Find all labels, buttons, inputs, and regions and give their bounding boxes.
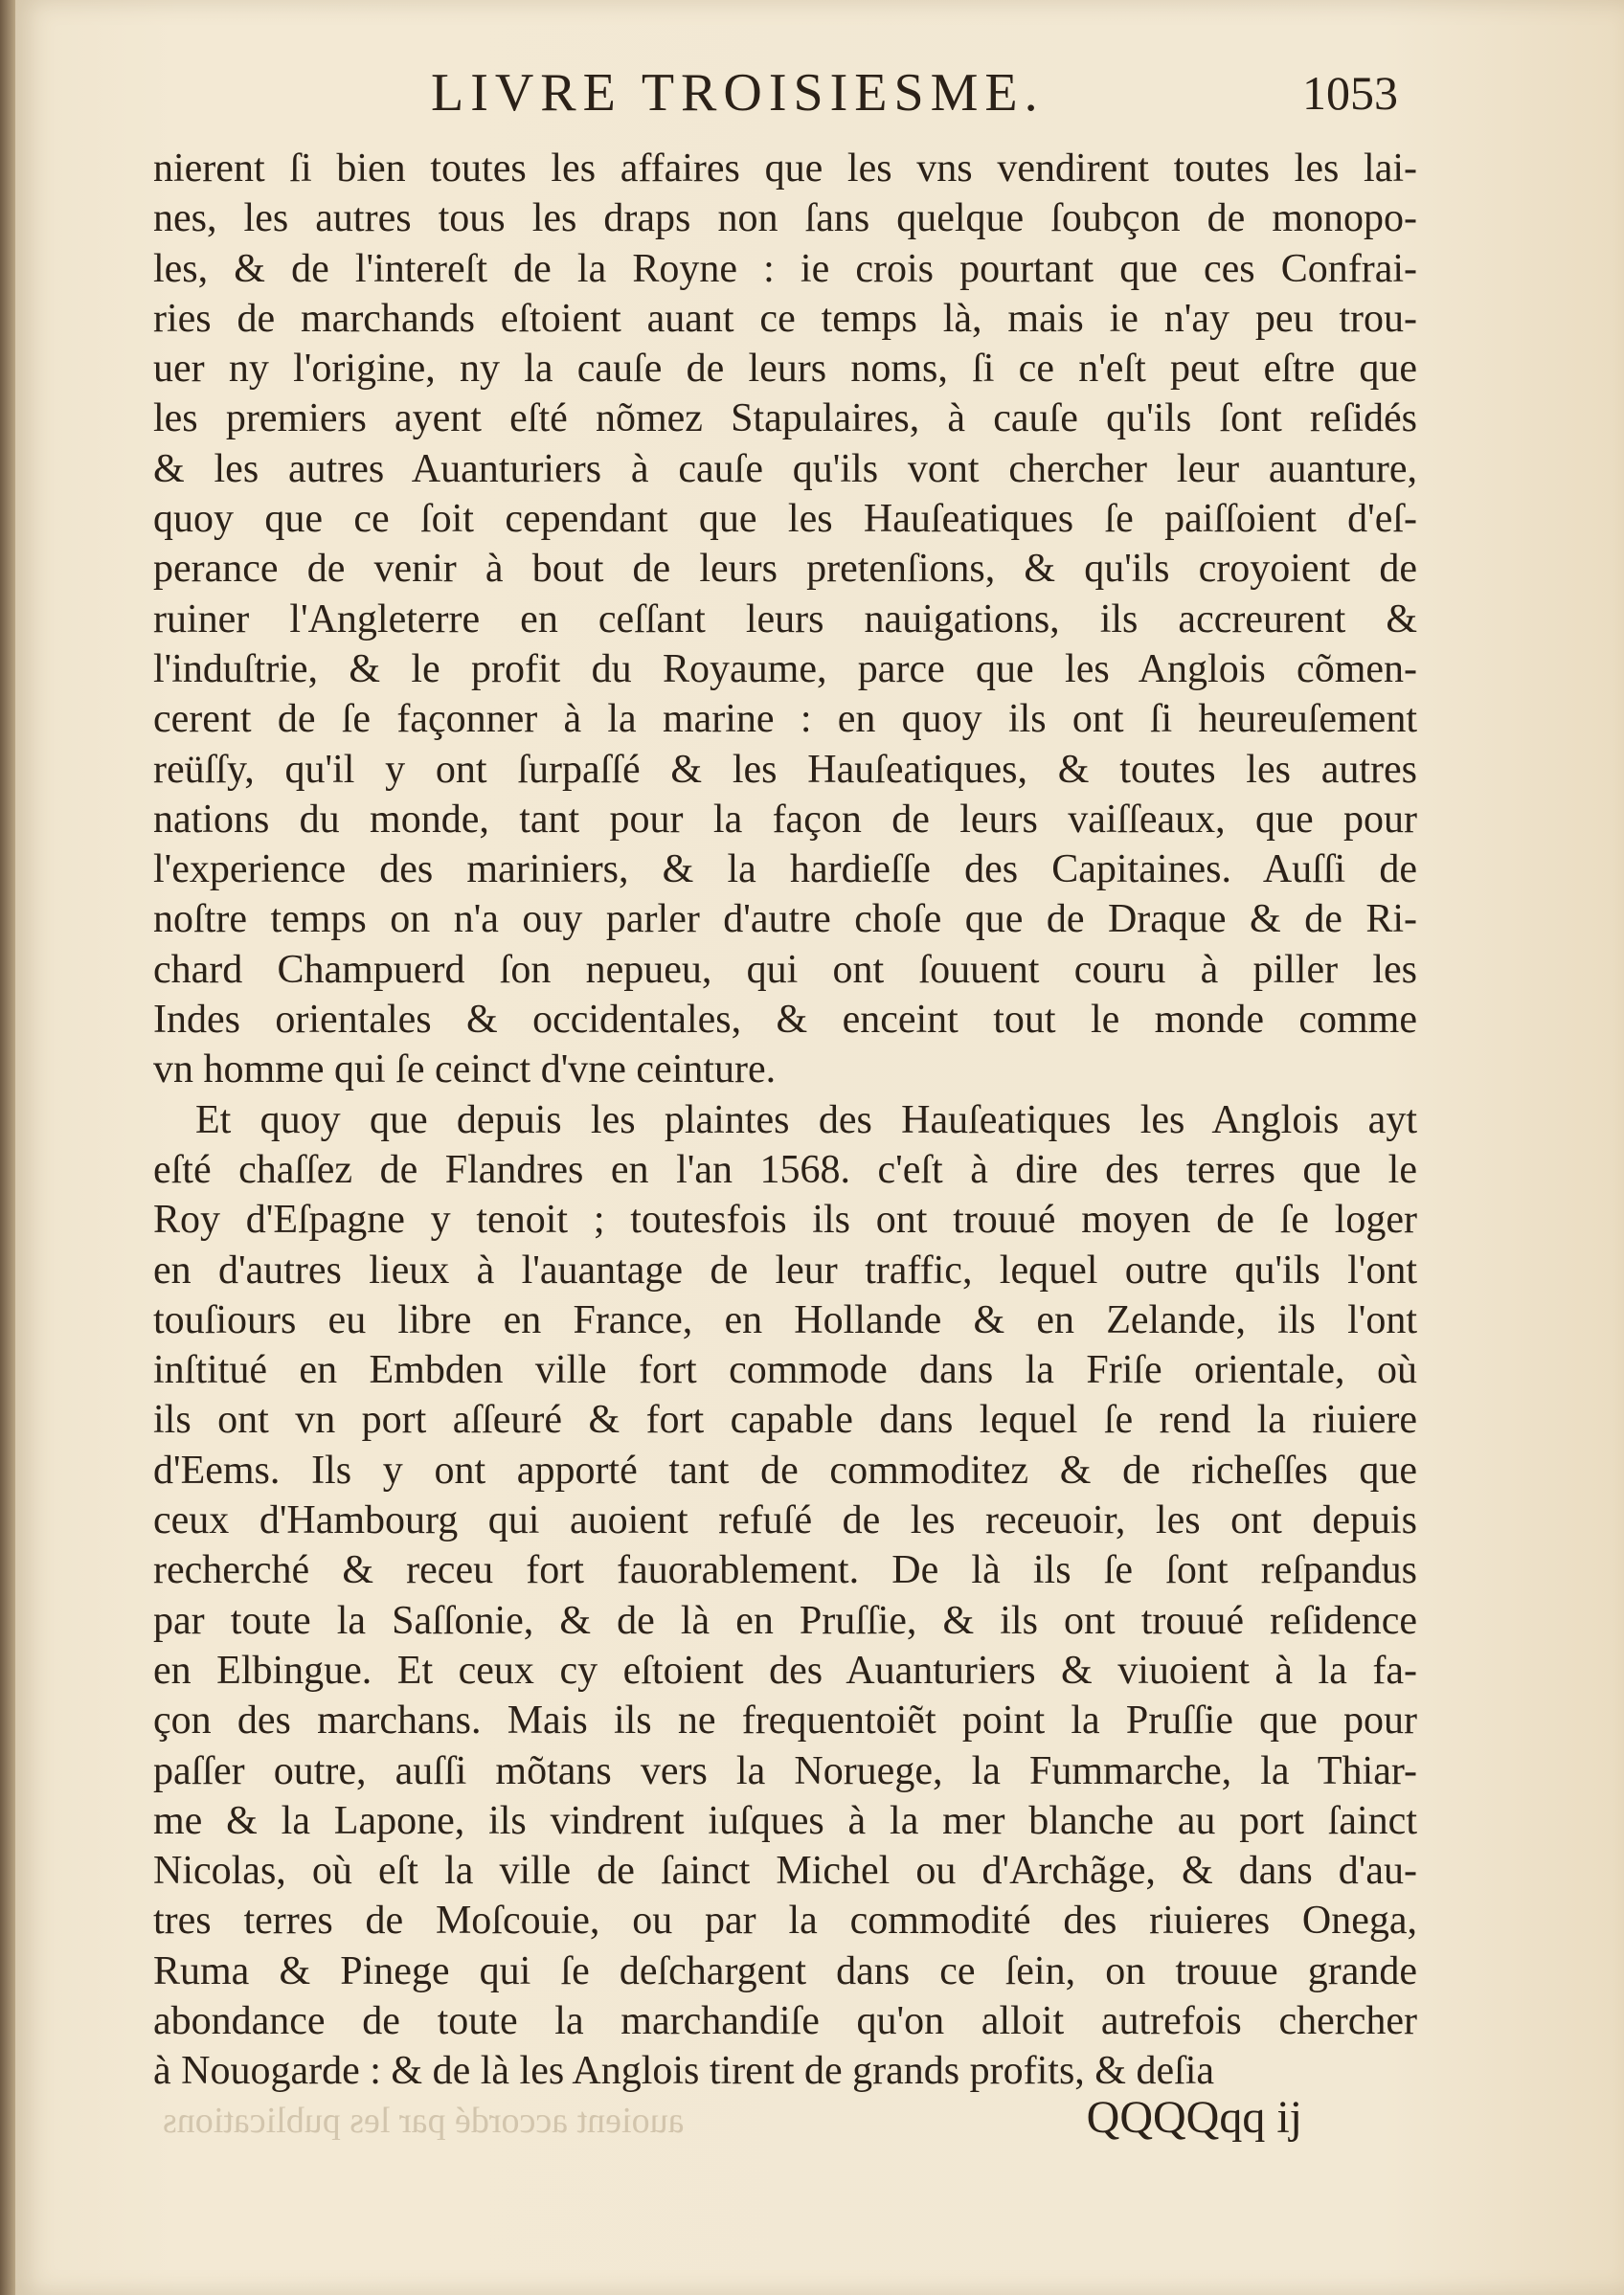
- text-line: paſſer outre, auſſi mõtans vers la Noruege, la Fummarche, la Thiar-: [153, 1748, 1417, 1793]
- text-line: à Nouogarde : & de là les Anglois tirent de grands profits, & deſia: [153, 2049, 1215, 2094]
- text-line: en Elbingue. Et ceux cy eſtoient des Auanturiers & viuoient à la fa-: [153, 1648, 1417, 1693]
- text-line: uer ny l'origine, ny la cauſe de leurs noms, ſi ce n'eſt peut eſtre que: [153, 347, 1417, 392]
- text-line: l'experience des mariniers, & la hardieſſe des Capitaines. Auſſi de: [153, 847, 1417, 892]
- text-line: Ruma & Pinege qui ſe deſchargent dans ce ſein, on trouue grande: [153, 1948, 1417, 1993]
- text-line: me & la Lapone, ils vindrent iuſques à la mer blanche au port ſainct: [153, 1798, 1417, 1843]
- text-line: ils ont vn port aſſeuré & fort capable dans lequel ſe rend la riuiere: [153, 1398, 1417, 1443]
- text-line: nations du monde, tant pour la façon de leurs vaiſſeaux, que pour: [153, 797, 1417, 842]
- text-line: inſtitué en Embden ville fort commode dans la Friſe orientale, où: [153, 1348, 1417, 1393]
- text-line: reüſſy, qu'il y ont ſurpaſſé & les Hauſeatiques, & toutes les autres: [153, 747, 1417, 792]
- page-header: [431, 59, 1398, 126]
- page-footer: [153, 2092, 1417, 2145]
- text-line: les premiers ayent eſté nõmez Stapulaires, à cauſe qu'ils ſont reſidés: [153, 396, 1417, 441]
- text-line: ceux d'Hambourg qui auoient refuſé de les receuoir, les ont depuis: [153, 1498, 1417, 1543]
- signature-mark: QQQQqq ij: [1086, 2092, 1302, 2143]
- text-line: abondance de toute la marchandiſe qu'on alloit autrefois chercher: [153, 1998, 1417, 2043]
- text-line: noſtre temps on n'a ouy parler d'autre choſe que de Draque & de Ri-: [153, 897, 1417, 942]
- text-line: Et quoy que depuis les plaintes des Hauſeatiques les Anglois ayt: [195, 1097, 1417, 1142]
- page-number: 1053: [1302, 66, 1398, 120]
- text-line: recherché & receu fort fauorablement. De là ils ſe ſont reſpandus: [153, 1548, 1417, 1593]
- text-line: nes, les autres tous les draps non ſans quelque ſoubçon de monopo-: [153, 196, 1417, 241]
- text-line: Indes orientales & occidentales, & enceint tout le monde comme: [153, 998, 1417, 1043]
- text-line: nierent ſi bien toutes les affaires que les vns vendirent toutes les lai-: [153, 146, 1417, 191]
- text-line: Roy d'Eſpagne y tenoit ; toutesfois ils ont trouué moyen de ſe loger: [153, 1198, 1417, 1243]
- running-title: LIVRE TROISIESME.: [431, 63, 1045, 123]
- book-spine: [0, 0, 15, 2295]
- text-line: çon des marchans. Mais ils ne frequentoiẽt point la Pruſſie que pour: [153, 1699, 1417, 1744]
- text-line: l'induſtrie, & le profit du Royaume, parce que les Anglois cõmen-: [153, 646, 1417, 691]
- text-line: cerent de ſe façonner à la marine : en quoy ils ont ſi heureuſement: [153, 697, 1417, 742]
- text-line: quoy que ce ſoit cependant que les Hauſeatiques ſe paiſſoient d'eſ-: [153, 497, 1417, 542]
- text-line: perance de venir à bout de leurs pretenſions, & qu'ils croyoient de: [153, 547, 1417, 592]
- text-line: eſté chaſſez de Flandres en l'an 1568. c'eſt à dire des terres que le: [153, 1147, 1417, 1192]
- text-line: touſiours eu libre en France, en Hollande & en Zelande, ils l'ont: [153, 1297, 1417, 1342]
- show-through-text: auoient accordé par les publications: [163, 2101, 685, 2141]
- text-line: ruiner l'Angleterre en ceſſant leurs nauigations, ils accreurent &: [153, 596, 1417, 641]
- text-line: Nicolas, où eſt la ville de ſainct Michel ou d'Archãge, & dans d'au-: [153, 1849, 1417, 1894]
- text-line: tres terres de Moſcouie, ou par la commodité des riuieres Onega,: [153, 1899, 1417, 1944]
- text-line: & les autres Auanturiers à cauſe qu'ils vont chercher leur auanture,: [153, 446, 1417, 491]
- text-line: chard Champuerd ſon nepueu, qui ont ſouuent couru à piller les: [153, 947, 1417, 992]
- text-line: d'Eems. Ils y ont apporté tant de commoditez & de richeſſes que: [153, 1448, 1417, 1493]
- text-line: les, & de l'intereſt de la Royne : ie crois pourtant que ces Confrai-: [153, 246, 1417, 291]
- text-line: en d'autres lieux à l'auantage de leur traffic, lequel outre qu'ils l'ont: [153, 1248, 1417, 1293]
- text-line: vn homme qui ſe ceinct d'vne ceinture.: [153, 1047, 777, 1092]
- text-line: par toute la Saſſonie, & de là en Pruſſie, & ils ont trouué reſidence: [153, 1598, 1417, 1643]
- text-line: ries de marchands eſtoient auant ce temps là, mais ie n'ay peu trou-: [153, 296, 1417, 341]
- body-text: [153, 144, 1417, 2097]
